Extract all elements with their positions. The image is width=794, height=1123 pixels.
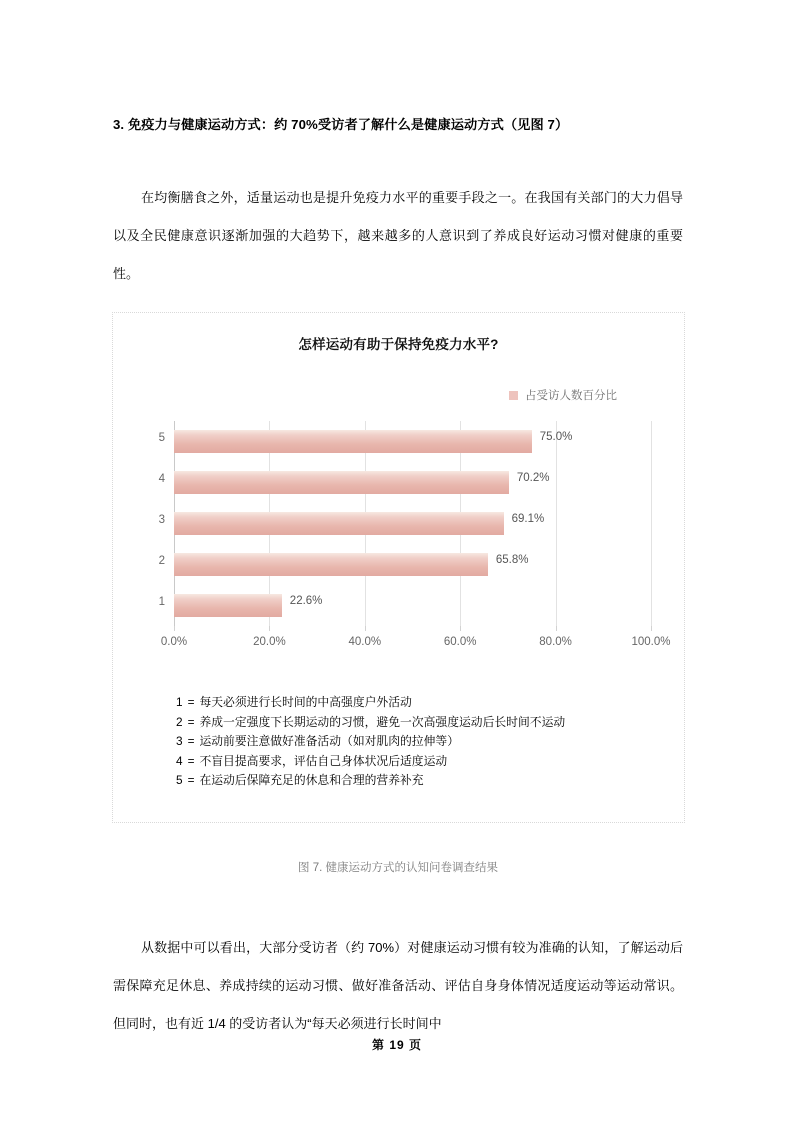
legend-swatch-icon	[509, 391, 518, 400]
category-label: 3	[158, 514, 165, 526]
chart-title: 怎样运动有助于保持免疫力水平?	[298, 337, 499, 352]
chart-bar-row	[158, 544, 651, 585]
chart-figure	[112, 312, 685, 823]
annotation-separator: =	[187, 773, 195, 787]
annotation-key: 2	[176, 714, 183, 729]
chart-annotation-line	[176, 771, 565, 791]
annotation-separator: =	[187, 714, 195, 729]
x-tick-label: 20.0%	[253, 636, 286, 648]
annotation-text: 在运动后保障充足的休息和合理的营养补充	[199, 773, 424, 787]
chart-bar	[174, 553, 488, 576]
chart-bar-row	[158, 421, 651, 462]
gridline	[651, 421, 652, 626]
annotation-text: 运动前要注意做好准备活动（如对肌肉的拉伸等）	[199, 734, 459, 748]
bar-value-label: 70.2%	[516, 472, 550, 484]
legend-label: 占受访人数百分比	[525, 390, 617, 402]
annotation-key: 5	[176, 773, 183, 787]
annotation-key: 3	[176, 734, 183, 748]
chart-bar	[174, 471, 509, 494]
category-label: 4	[158, 473, 165, 485]
x-tick-label: 0.0%	[160, 636, 188, 648]
annotation-separator: =	[187, 695, 195, 709]
bar-value-label: 69.1%	[511, 513, 545, 525]
chart-annotation-line	[176, 752, 565, 772]
x-tick-label: 100.0%	[631, 636, 671, 648]
chart-annotation-line	[176, 732, 565, 752]
annotation-key: 4	[176, 753, 183, 768]
chart-legend	[509, 387, 617, 403]
x-tick-label: 40.0%	[348, 636, 382, 648]
chart-annotation-line	[176, 693, 565, 713]
figure-caption: 图 7. 健康运动方式的认知问卷调查结果	[298, 862, 498, 874]
annotation-key: 1	[176, 695, 183, 709]
annotation-text: 每天必须进行长时间的中高强度户外活动	[199, 695, 412, 709]
chart-annotation-line	[176, 713, 565, 733]
bar-value-label: 75.0%	[539, 431, 573, 443]
x-tick-label: 80.0%	[539, 636, 572, 648]
chart-bar	[174, 594, 282, 617]
chart-bar	[174, 512, 504, 535]
x-tick-mark	[651, 626, 652, 631]
category-label: 2	[158, 555, 165, 567]
x-tick-mark	[365, 626, 366, 631]
annotation-separator: =	[187, 753, 195, 768]
x-tick-mark	[460, 626, 461, 631]
bar-value-label: 65.8%	[495, 554, 529, 566]
annotation-text: 养成一定强度下长期运动的习惯，避免一次高强度运动后长时间不运动	[199, 714, 566, 729]
intro-paragraph: 在均衡膳食之外，适量运动也是提升免疫力水平的重要手段之一。在我国有关部门的大力倡导以及全民健康意识逐渐加强的大趋势下，越来越多的人意识到了养成良好运动习惯对健康的重要性。	[113, 190, 683, 281]
annotation-separator: =	[187, 734, 195, 748]
annotation-text: 不盲目提高要求，评估自己身体状况后适度运动	[199, 753, 448, 768]
x-tick-mark	[269, 626, 270, 631]
chart-bar	[174, 430, 532, 453]
category-label: 1	[158, 596, 165, 608]
bar-value-label: 22.6%	[289, 595, 323, 607]
page-footer: 第 19 页	[371, 1038, 423, 1052]
section-heading: 3. 免疫力与健康运动方式：约 70%受访者了解什么是健康运动方式（见图 7）	[113, 116, 569, 132]
x-tick-label: 60.0%	[443, 636, 477, 648]
category-label: 5	[158, 432, 165, 444]
x-tick-mark	[556, 626, 557, 631]
conclusion-paragraph: 从数据中可以看出，大部分受访者（约 70%）对健康运动习惯有较为准确的认知，了解运动后需保障充足休息、养成持续的运动习惯、做好准备活动、评估自身身体情况适度运动等运动常识。但同时，也有近 1/4 的受访者认为“每天必须进行长时间中	[113, 940, 683, 1031]
x-tick-mark	[174, 626, 175, 631]
chart-plot-area	[158, 421, 671, 648]
chart-bar-row	[158, 462, 651, 503]
chart-annotations	[176, 693, 565, 791]
chart-bar-row	[158, 503, 651, 544]
chart-bar-row	[158, 585, 651, 626]
